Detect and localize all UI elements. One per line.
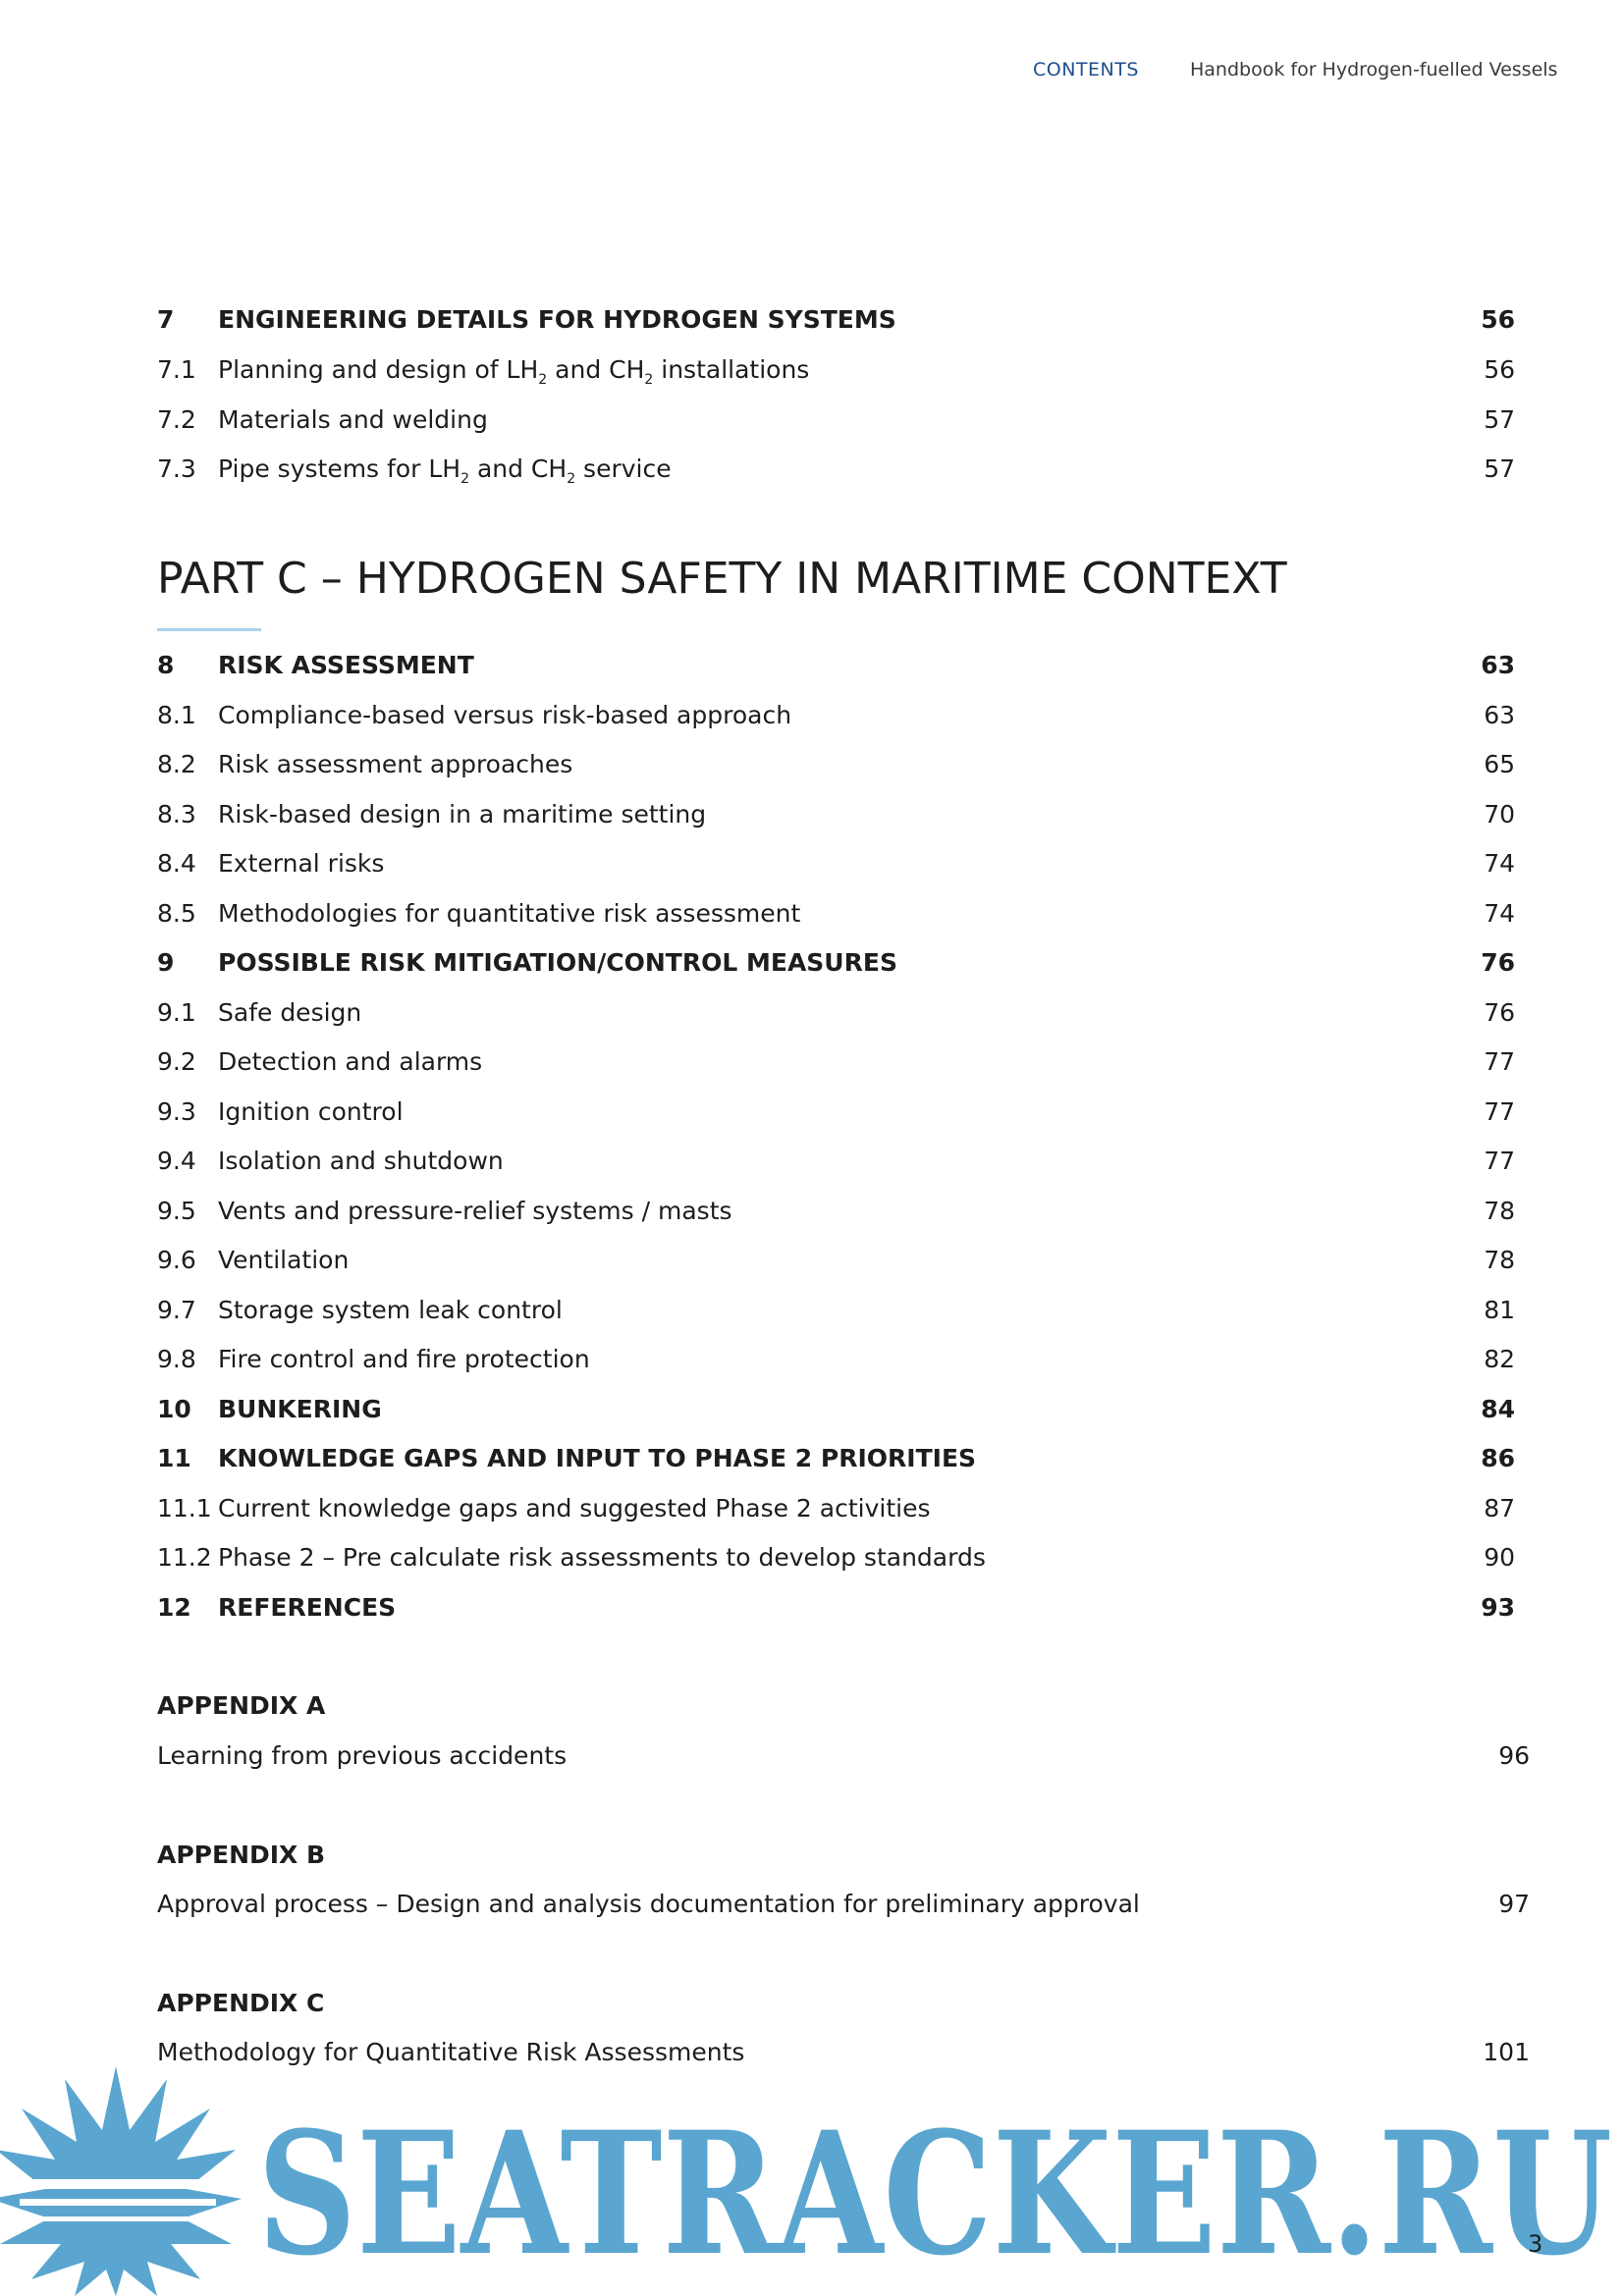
toc-entry-page: 57 <box>1484 454 1515 483</box>
appendix-b-heading: APPENDIX B <box>157 1841 326 1869</box>
toc-entry-number: 7.1 <box>157 355 196 384</box>
toc-entry-page: 78 <box>1484 1246 1515 1274</box>
toc-entry-8-3[interactable] <box>157 795 1515 834</box>
toc-entry-title: Detection and alarms <box>218 1047 483 1076</box>
toc-entry-page: 56 <box>1481 305 1515 334</box>
toc-entry-number: 9.2 <box>157 1047 196 1076</box>
toc-entry-number: 9.6 <box>157 1246 196 1274</box>
toc-entry-page: 87 <box>1484 1494 1515 1522</box>
appendix-a-heading: APPENDIX A <box>157 1691 326 1720</box>
toc-entry-title: Safe design <box>218 998 362 1027</box>
toc-entry-title: Ignition control <box>218 1097 404 1126</box>
toc-entry-9[interactable] <box>157 943 1515 983</box>
toc-entry-9-3[interactable] <box>157 1093 1515 1132</box>
appendix-title: Methodology for Quantitative Risk Assessments <box>157 2038 745 2066</box>
toc-entry-8-2[interactable] <box>157 745 1515 784</box>
toc-entry-page: 70 <box>1484 800 1515 828</box>
header-document-title: Handbook for Hydrogen-fuelled Vessels <box>1190 59 1558 80</box>
toc-entry-number: 11 <box>157 1444 191 1472</box>
appendix-page: 96 <box>1498 1741 1530 1770</box>
toc-entry-title: Methodologies for quantitative risk assessment <box>218 899 801 928</box>
watermark <box>0 2052 1624 2296</box>
toc-entry-11-1[interactable] <box>157 1489 1515 1528</box>
toc-entry-title: External risks <box>218 849 385 878</box>
toc-entry-title: Compliance-based versus risk-based approach <box>218 701 792 729</box>
toc-entry-number: 11.1 <box>157 1494 212 1522</box>
toc-entry-page: 76 <box>1481 948 1515 977</box>
toc-entry-page: 77 <box>1484 1097 1515 1126</box>
toc-entry-9-6[interactable] <box>157 1241 1515 1280</box>
appendix-page: 97 <box>1498 1890 1530 1918</box>
toc-entry-12[interactable] <box>157 1588 1515 1628</box>
toc-entry-page: 57 <box>1484 405 1515 434</box>
toc-entry-page: 74 <box>1484 899 1515 928</box>
toc-entry-page: 93 <box>1481 1593 1515 1622</box>
toc-entry-number: 9.4 <box>157 1147 196 1175</box>
toc-entry-number: 7 <box>157 305 175 334</box>
appendix-a-entry[interactable] <box>157 1736 1530 1776</box>
toc-entry-title: Planning and design of $LH_2$ and $CH_2$ installations <box>218 355 810 388</box>
toc-entry-number: 7.2 <box>157 405 196 434</box>
toc-entry-11-2[interactable] <box>157 1538 1515 1577</box>
toc-entry-8-4[interactable] <box>157 844 1515 883</box>
toc-entry-number: 9.1 <box>157 998 196 1027</box>
toc-entry-title: Phase 2 – Pre calculate risk assessments to develop standards <box>218 1543 986 1572</box>
toc-entry-title: Isolation and shutdown <box>218 1147 504 1175</box>
part-c-heading: PART C – HYDROGEN SAFETY IN MARITIME CONTEXT <box>157 554 1287 604</box>
toc-entry-9-5[interactable] <box>157 1192 1515 1231</box>
toc-entry-title: Fire control and fire protection <box>218 1345 590 1373</box>
toc-entry-9-2[interactable] <box>157 1042 1515 1082</box>
toc-entry-title: Ventilation <box>218 1246 350 1274</box>
toc-entry-9-8[interactable] <box>157 1340 1515 1379</box>
toc-entry-number: 8 <box>157 651 175 679</box>
toc-entry-10[interactable] <box>157 1390 1515 1429</box>
toc-entry-number: 10 <box>157 1395 191 1423</box>
header-section-label: CONTENTS <box>1033 59 1139 80</box>
toc-entry-page: 63 <box>1484 701 1515 729</box>
toc-entry-title: BUNKERING <box>218 1395 382 1423</box>
appendix-b-entry[interactable] <box>157 1885 1530 1924</box>
page-number: 3 <box>1528 2230 1543 2258</box>
page-header <box>0 59 1624 88</box>
toc-entry-title: RISK ASSESSMENT <box>218 651 474 679</box>
toc-entry-number: 8.1 <box>157 701 196 729</box>
toc-entry-number: 8.4 <box>157 849 196 878</box>
toc-entry-title: POSSIBLE RISK MITIGATION/CONTROL MEASURES <box>218 948 897 977</box>
toc-entry-number: 9.7 <box>157 1296 196 1324</box>
toc-entry-number: 8.5 <box>157 899 196 928</box>
watermark-text: SEATRACKER.RU <box>257 2094 1612 2293</box>
toc-entry-8-5[interactable] <box>157 894 1515 934</box>
toc-entry-number: 9.5 <box>157 1197 196 1225</box>
toc-entry-9-4[interactable] <box>157 1142 1515 1181</box>
sun-logo-icon <box>0 2066 242 2296</box>
appendix-title: Learning from previous accidents <box>157 1741 568 1770</box>
toc-entry-page: 84 <box>1481 1395 1515 1423</box>
toc-entry-title: Pipe systems for $LH_2$ and $CH_2$ service <box>218 454 672 487</box>
toc-entry-7-2[interactable] <box>157 400 1515 440</box>
toc-entry-7-1[interactable] <box>157 350 1515 390</box>
toc-entry-page: 63 <box>1481 651 1515 679</box>
toc-entry-title: Vents and pressure-relief systems / masts <box>218 1197 732 1225</box>
toc-entry-number: 8.2 <box>157 750 196 778</box>
toc-entry-7[interactable] <box>157 300 1515 340</box>
toc-entry-8[interactable] <box>157 646 1515 685</box>
toc-entry-number: 7.3 <box>157 454 196 483</box>
toc-entry-number: 8.3 <box>157 800 196 828</box>
toc-entry-page: 65 <box>1484 750 1515 778</box>
toc-entry-title: Materials and welding <box>218 405 488 434</box>
toc-entry-page: 76 <box>1484 998 1515 1027</box>
toc-entry-page: 77 <box>1484 1047 1515 1076</box>
toc-entry-page: 90 <box>1484 1543 1515 1572</box>
toc-entry-7-3[interactable] <box>157 450 1515 489</box>
toc-entry-page: 86 <box>1481 1444 1515 1472</box>
toc-entry-11[interactable] <box>157 1439 1515 1478</box>
toc-entry-title: REFERENCES <box>218 1593 397 1622</box>
toc-entry-page: 78 <box>1484 1197 1515 1225</box>
appendix-title: Approval process – Design and analysis documentation for preliminary approval <box>157 1890 1140 1918</box>
toc-entry-page: 82 <box>1484 1345 1515 1373</box>
toc-entry-title: Current knowledge gaps and suggested Phase 2 activities <box>218 1494 931 1522</box>
toc-entry-number: 9.8 <box>157 1345 196 1373</box>
toc-entry-title: Risk assessment approaches <box>218 750 573 778</box>
toc-entry-title: Storage system leak control <box>218 1296 563 1324</box>
toc-entry-title: KNOWLEDGE GAPS AND INPUT TO PHASE 2 PRIORITIES <box>218 1444 977 1472</box>
toc-entry-number: 9.3 <box>157 1097 196 1126</box>
appendix-page: 101 <box>1483 2038 1530 2066</box>
toc-entry-page: 77 <box>1484 1147 1515 1175</box>
part-heading-underline <box>157 628 261 631</box>
toc-entry-number: 11.2 <box>157 1543 212 1572</box>
toc-entry-number: 12 <box>157 1593 191 1622</box>
toc-entry-9-1[interactable] <box>157 993 1515 1033</box>
toc-entry-8-1[interactable] <box>157 696 1515 735</box>
toc-entry-page: 56 <box>1484 355 1515 384</box>
toc-entry-title: ENGINEERING DETAILS FOR HYDROGEN SYSTEMS <box>218 305 896 334</box>
toc-entry-page: 81 <box>1484 1296 1515 1324</box>
toc-entry-page: 74 <box>1484 849 1515 878</box>
toc-entry-number: 9 <box>157 948 175 977</box>
toc-entry-title: Risk-based design in a maritime setting <box>218 800 707 828</box>
appendix-c-heading: APPENDIX C <box>157 1989 325 2017</box>
toc-entry-9-7[interactable] <box>157 1291 1515 1330</box>
